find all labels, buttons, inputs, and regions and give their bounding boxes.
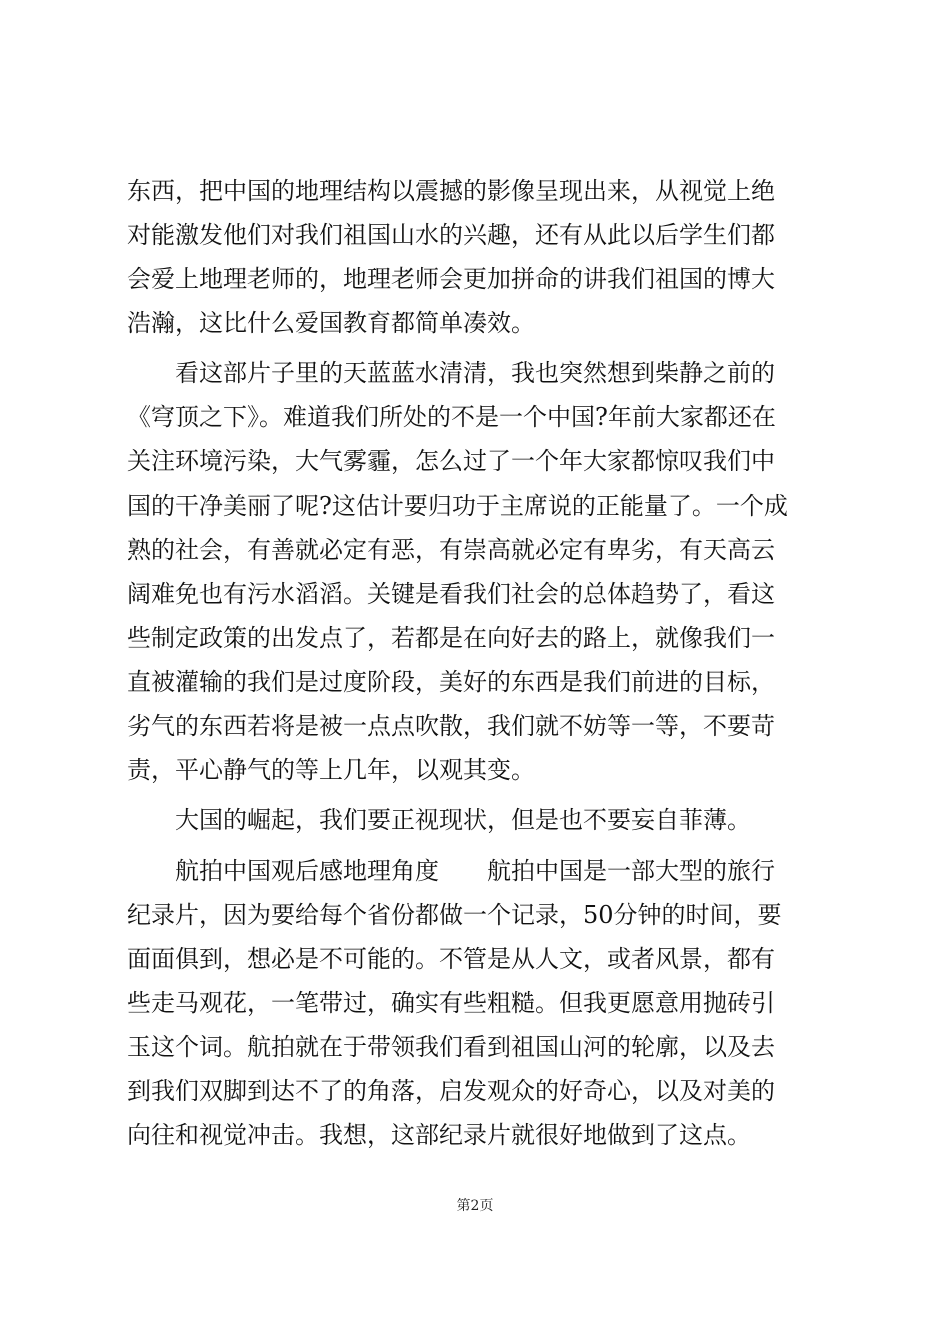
text-line: 面面俱到，想必是不可能的。不管是从人文，或者风景，都有 xyxy=(127,945,775,973)
text-line: 责，平心静气的等上几年，以观其变。 xyxy=(127,756,535,784)
text-line: 熟的社会，有善就必定有恶，有崇高就必定有卑劣，有天高云 xyxy=(127,536,775,564)
text-line: 直被灌输的我们是过度阶段，美好的东西是我们前进的目标， xyxy=(127,668,775,696)
text-line: 《穹顶之下》。难道我们所处的不是一个中国?年前大家都还在 xyxy=(127,403,776,431)
text-line: 航拍中国观后感地理角度 航拍中国是一部大型的旅行 xyxy=(127,857,775,885)
text-line: 对能激发他们对我们祖国山水的兴趣，还有从此以后学生们都 xyxy=(127,221,775,249)
text-line: 阔难免也有污水滔滔。关键是看我们社会的总体趋势了，看这 xyxy=(127,580,775,608)
text-line: 东西，把中国的地理结构以震撼的影像呈现出来，从视觉上绝 xyxy=(127,177,775,205)
text-line: 劣气的东西若将是被一点点吹散，我们就不妨等一等，不要苛 xyxy=(127,712,775,740)
text-line: 大国的崛起，我们要正视现状，但是也不要妄自菲薄。 xyxy=(127,806,751,834)
text-line: 国的干净美丽了呢?这估计要归功于主席说的正能量了。一个成 xyxy=(127,492,788,520)
page-number: 第2页 xyxy=(456,1198,494,1214)
text-line: 玉这个词。航拍就在于带领我们看到祖国山河的轮廓，以及去 xyxy=(127,1033,775,1061)
text-line: 些走马观花，一笔带过，确实有些粗糙。但我更愿意用抛砖引 xyxy=(127,989,775,1017)
text-line: 些制定政策的出发点了，若都是在向好去的路上，就像我们一 xyxy=(127,624,775,652)
text-line: 会爱上地理老师的，地理老师会更加拼命的讲我们祖国的博大 xyxy=(127,265,775,293)
text-line: 关注环境污染，大气雾霾，怎么过了一个年大家都惊叹我们中 xyxy=(127,447,775,475)
text-line: 纪录片，因为要给每个省份都做一个记录，50分钟的时间，要 xyxy=(127,901,782,929)
text-line: 到我们双脚到达不了的角落，启发观众的好奇心，以及对美的 xyxy=(127,1077,775,1105)
text-line: 向往和视觉冲击。我想，这部纪录片就很好地做到了这点。 xyxy=(127,1121,751,1149)
text-line: 浩瀚，这比什么爱国教育都简单凑效。 xyxy=(127,309,535,337)
text-line: 看这部片子里的天蓝蓝水清清，我也突然想到柴静之前的 xyxy=(127,359,775,387)
